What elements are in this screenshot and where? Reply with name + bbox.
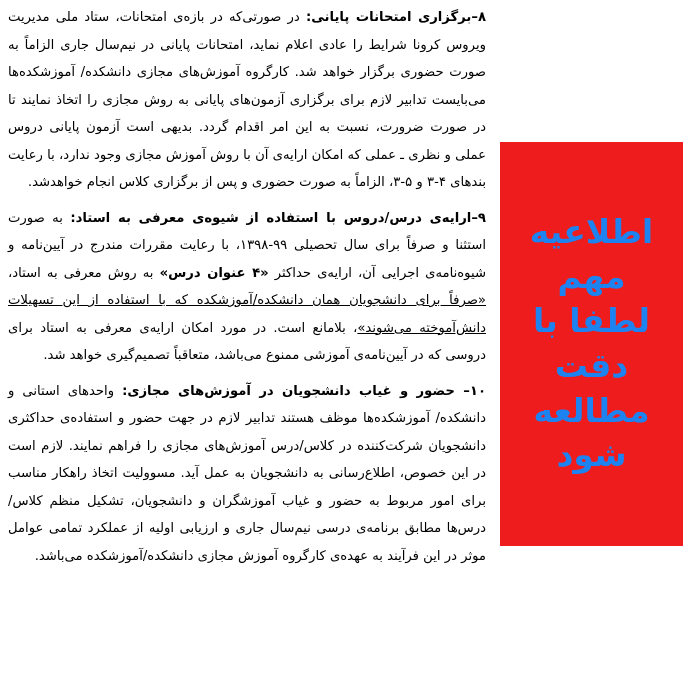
notice-line-1: اطلاعیه مهم <box>529 212 654 296</box>
section-9 <box>8 205 486 370</box>
section-10-paragraph <box>8 378 486 571</box>
section-9-heading: ۹–ارایه‌ی درس/دروس با استفاده از شیوه‌ی معرفی به استاد: <box>70 210 486 226</box>
notice-line-4: مطالعه <box>533 390 650 430</box>
section-9-underlined-phrase: «صرفاً برای دانشجویان همان دانشکده/آموزشکده که با استفاده از این تسهیلات دانش‌آموخته می‌شوند» <box>8 293 486 336</box>
document-body <box>8 4 486 578</box>
section-10-heading: ۱۰– حضور و غیاب دانشجویان در آموزش‌های مجازی: <box>122 383 486 399</box>
section-10-text: واحدهای استانی و دانشکده/ آموزشکده‌ها موظف هستند تدابیر لازم در جهت حضور و استفاده‌ی حداکثری دانشجویان شرکت‌کننده در کلاس/درس آموزش‌های مجازی را فراهم نمایند. لازم است در این خصوص، اطلاع‌رسانی به دانشجویان به عمل آید. مسوولیت اتخاذ راهکار مناسب برای امور مربوط به حضور و غیاب آموزشگران و دانشجویان، تشکیل منظم کلاس/درس‌ها مطابق برنامه‌ی درسی نیم‌سال جاری و ارزیابی اولیه از عملکرد تمامی عوامل موثر در این فرآیند به عهده‌ی کارگروه آموزش مجازی دانشکده/آموزشکده می‌باشد. <box>8 383 486 564</box>
section-9-paragraph <box>8 205 486 370</box>
section-9-text-2: به روش معرفی به استاد، <box>8 265 154 281</box>
section-9-bold-phrase: «۴ عنوان درس» <box>159 265 269 281</box>
section-8 <box>8 4 486 197</box>
notice-line-2: لطفا با <box>533 301 650 341</box>
section-8-text: در صورتی‌که در بازه‌ی امتحانات، ستاد ملی مدیریت ویروس کرونا شرایط را عادی اعلام نماید، امتحانات پایانی در نیم‌سال جاری الزاماً به صورت حضوری برگزار خواهد شد. کارگروه آموزش‌های مجازی دانشکده/ آموزشکده‌ها می‌بایست تدابیر لازم برای برگزاری آزمون‌های پایانی به روش مجازی را اتخاذ نمایند تا در صورت ضرورت، نسبت به این امر اقدام گردد. بدیهی است آزمون پایانی دروس عملی و نظری ـ عملی که امکان ارایه‌ی آن با روش آموزش مجازی وجود ندارد، با رعایت بندهای ۴-۳ و ۵-۳، الزاماً به صورت حضوری و پس از برگزاری کلاس انجام خواهدشد. <box>8 10 486 190</box>
section-8-heading: ۸–برگزاری امتحانات پایانی: <box>305 10 486 25</box>
important-notice-banner <box>500 142 683 546</box>
notice-line-3: دقت <box>554 346 629 385</box>
section-8-paragraph <box>8 4 486 197</box>
notice-line-5: شود <box>556 435 627 475</box>
section-10 <box>8 378 486 571</box>
section-9-text-3: ، بلامانع است. در مورد امکان ارایه‌ی معرفی به استاد برای دروسی که در آیین‌نامه‌ی آموزشی ممنوع می‌باشد، متعاقباً تصمیم‌گیری خواهد شد. <box>8 320 486 363</box>
section-9-text-1: به صورت استثنا و صرفاً برای سال تحصیلی ۹۹-۱۳۹۸، با رعایت مقررات مندرج در آیین‌نامه و شیوه‌نامه‌ی اجرایی آن، ارایه‌ی حداکثر <box>8 210 487 281</box>
